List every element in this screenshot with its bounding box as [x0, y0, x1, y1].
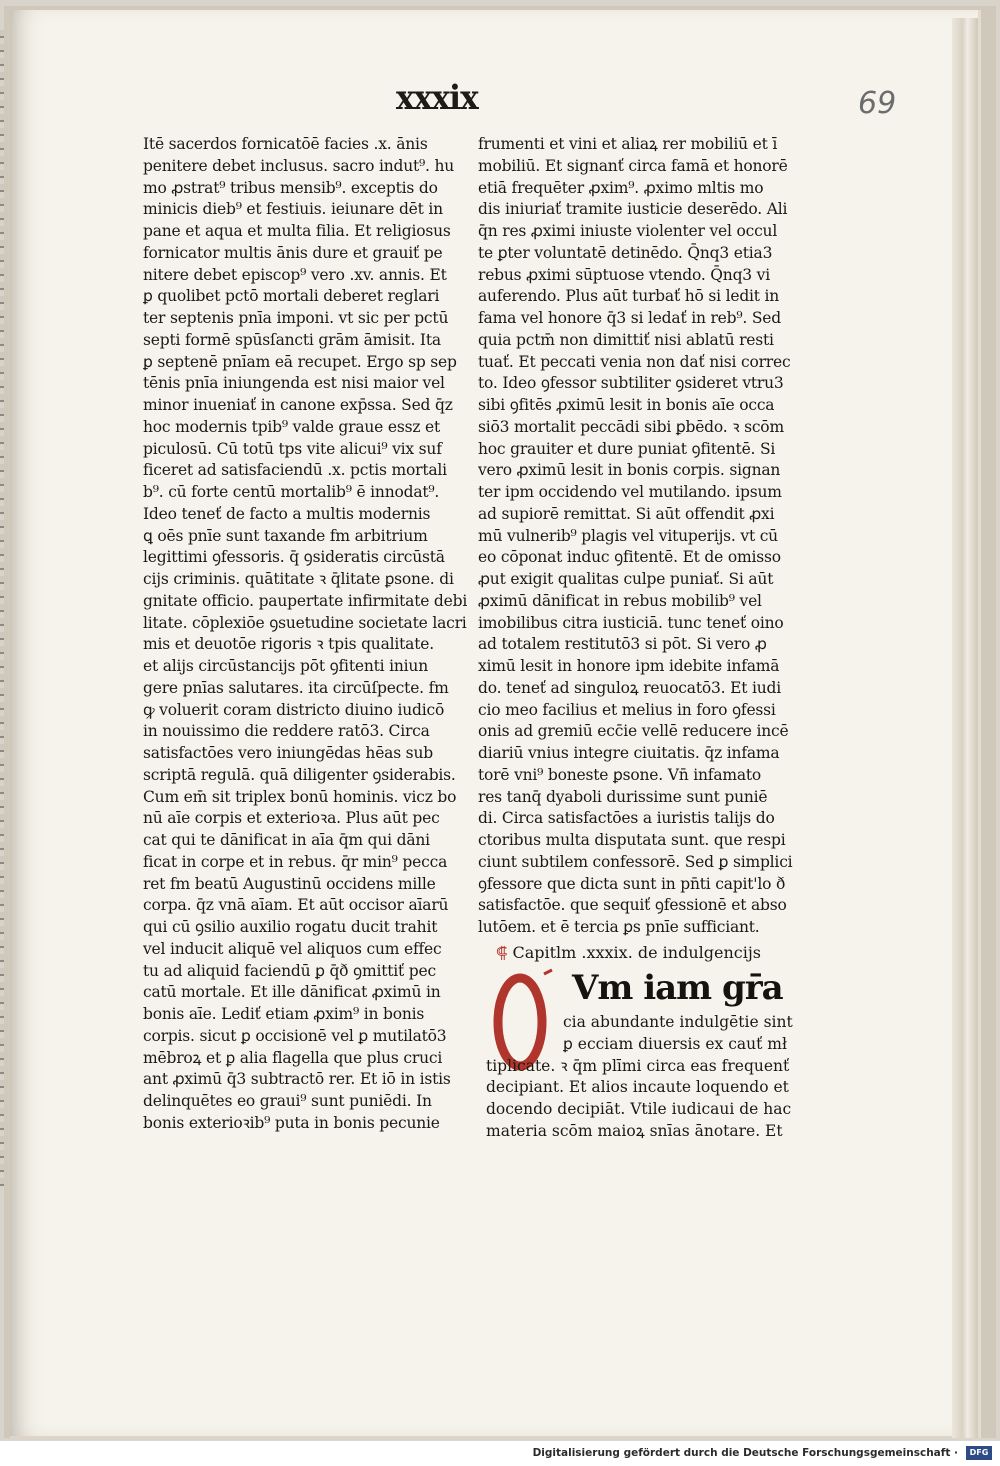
text-line: fornicator multis ānis dure et grauiť pe	[143, 243, 443, 262]
text-line: cat qui te dānificat in aīa q̄m qui dāni	[143, 831, 430, 849]
text-line: decipiant. Et alios incaute loquendo et	[486, 1078, 789, 1097]
text-line: penitere debet inclusus. sacro indut⁹. hu	[143, 156, 455, 175]
text-line: imobilibus citra iusticiā. tunc teneť oino	[478, 613, 784, 632]
text-line: delinquētes eo graui⁹ sunt puniēdi. In	[143, 1092, 432, 1110]
text-line: lutōem. et ē tercia ꝑs pnīe sufficiant.	[478, 918, 760, 936]
text-line: di. Circa satisfactōes a iuristis talijs do	[478, 809, 775, 828]
text-line: in nouissimo die reddere ratō3. Circa	[143, 722, 430, 741]
text-line: corpa. q̄z vnā aīam. Et aūt occisor aīarū	[143, 896, 449, 915]
text-line: diariū vnius integre ciuitatis. q̄z infama	[478, 744, 780, 762]
text-line: piculosū. Cū totū tps vite alicui⁹ vix suf	[143, 439, 442, 458]
text-line: hoc modernis tpib⁹ valde graue essz et	[143, 417, 441, 436]
text-line: Cum em̄ sit triplex bonū hominis. vicz bo	[143, 787, 457, 806]
text-line: etiā frequēter ꝓxim⁹. ꝓximo mltis mo	[478, 178, 764, 197]
right-text-column	[478, 134, 803, 939]
text-line: ter ipm occidendo vel mutilando. ipsum	[478, 483, 782, 501]
text-line: satisfactōe. que sequiť ꝯfessionē et abso	[478, 896, 787, 915]
text-line: legittimi ꝯfessoris. q̄ ꝯsideratis circūstā	[143, 548, 445, 567]
incipit-text: Vm iam gr̄a	[572, 968, 783, 1008]
text-line: bonis exterioꝛib⁹ puta in bonis pecunie	[143, 1113, 440, 1132]
text-line: fama vel honore q̄3 si ledať in reb⁹. Sed	[478, 309, 781, 327]
text-line: to. Ideo ꝯfessor subtiliter ꝯsideret vtru3	[478, 374, 784, 393]
text-line: b⁹. cū forte centū mortalib⁹ ē innodat⁹.	[143, 483, 440, 501]
text-line: quia pctm̄ non dimittiť nisi ablatū resti	[478, 330, 774, 349]
folio-number: 69	[858, 86, 897, 121]
text-line: rebus ꝓximi sūptuose vtendo. Q̄nq3 vi	[478, 265, 771, 284]
text-line: ꝑ quolibet pctō mortali deberet reglari	[143, 287, 440, 306]
text-line: gere pnīas salutares. ita circūſpecte. fm	[143, 678, 449, 697]
text-line: satisfactōes vero iniungēdas hēas sub	[143, 744, 433, 762]
text-line: tēnis pnīa iniungenda est nisi maior vel	[143, 374, 445, 393]
text-line: ꝓximū dānificat in rebus mobilib⁹ vel	[478, 591, 762, 610]
text-line: tuať. Et peccati venia non dať nisi correc	[478, 352, 791, 371]
text-line: minicis dieb⁹ et festiuis. ieiunare dēt in	[143, 200, 443, 219]
text-line: tu ad aliquid faciendū ꝑ q̄ð ꝯmittiť pec	[143, 961, 436, 980]
chapter-heading	[496, 941, 761, 963]
text-line: hoc grauiter et dure puniat ꝯfitentē. Si	[478, 439, 776, 458]
dfg-logo: DFG	[966, 1446, 992, 1460]
text-line: cijs criminis. quātitate ꝛ q̄litate ꝑsone. di	[143, 570, 454, 588]
text-line: ficat in corpe et in rebus. q̄r min⁹ pecca	[143, 852, 448, 871]
text-line: vero ꝓximū lesit in bonis corpis. signan	[478, 461, 781, 480]
text-line: ctoribus multa disputata sunt. que respi	[478, 831, 786, 849]
text-line: ciunt subtilem confessorē. Sed ꝑ simplici	[478, 852, 793, 871]
text-line: ꝗ oēs pnīe sunt taxande fm arbitrium	[143, 526, 428, 545]
page-fore-edge	[952, 18, 978, 1438]
text-line: mo ꝓstrat⁹ tribus mensib⁹. exceptis do	[143, 178, 438, 197]
text-line: frumenti et vini et aliaꝝ rer mobiliū et ī	[478, 135, 778, 153]
left-text-column	[143, 134, 468, 1135]
text-line: ꝙ voluerit coram districto diuino iudicō	[143, 700, 445, 719]
text-line: ad totalem restitutō3 si pōt. Si vero ꝓ	[478, 635, 767, 654]
text-line: bonis aīe. Lediť etiam ꝓxim⁹ in bonis	[143, 1005, 425, 1023]
text-line: dis iniuriať tramite iusticie deserēdo. Ali	[478, 200, 788, 219]
paragraph-mark-icon: ⸿	[496, 943, 508, 962]
text-line: q̄n res ꝓximi iniuste violenter vel occul	[478, 222, 778, 240]
text-line: vel inducit aliquē vel aliquos cum effec	[143, 939, 442, 958]
text-line: eo cōponat induc ꝯfitentē. Et de omisso	[478, 548, 781, 567]
text-line: siō3 mortalit peccādi sibi ꝑbēdo. ꝛ scōm	[478, 417, 784, 436]
footer-bar	[0, 1440, 1000, 1466]
text-line: qui cū ꝯsilio auxilio rogatu ducit trahit	[143, 918, 438, 936]
text-line: materia scōm maioꝝ snīas ānotare. Et	[486, 1121, 783, 1140]
text-line: ꝯfessore que dicta sunt in pn̄ti capit'lo ð	[478, 874, 786, 893]
text-line: mis et deuotōe rigoris ꝛ tpis qualitate.	[143, 635, 434, 654]
text-line: minor inueniať in canone exp̄ssa. Sed q̄z	[143, 396, 453, 414]
text-line: ximū lesit in honore ipm idebite infamā	[478, 657, 780, 675]
header-numeral: xxxix	[396, 78, 478, 118]
text-line: docendo decipiāt. Vtile iudicaui de hac	[486, 1100, 792, 1118]
text-line: ad supiorē remittat. Si aūt offendit ꝓxi	[478, 504, 775, 523]
text-line: ꝑ ecciam diuersis ex cauť mł	[563, 1034, 787, 1053]
text-line: Ideo teneť de facto a multis modernis	[143, 504, 431, 523]
text-line: catū mortale. Et ille dānificat ꝓximū in	[143, 983, 441, 1002]
text-line: ant ꝓximū q̄3 subtractō rer. Et iō in istis	[143, 1070, 451, 1089]
text-line: pane et aqua et multa filia. Et religiosus	[143, 222, 451, 240]
text-line: mū vulnerib⁹ plagis vel vituperijs. vt cū	[478, 526, 778, 545]
right-column-tail	[486, 1012, 808, 1143]
text-line: ficeret ad satisfaciendū .x. pctis mortali	[143, 461, 447, 480]
chapter-heading-text: Capitlm .xxxix. de indulgencijs	[512, 943, 762, 962]
text-line: tiplicate. ꝛ q̄m plīmi circa eas frequenť	[486, 1056, 790, 1075]
text-line: corpis. sicut ꝑ occisionē vel ꝑ mutilatō3	[143, 1026, 447, 1045]
text-line: mēbroꝝ et ꝑ alia flagella que plus cruci	[143, 1048, 443, 1067]
text-line: cio meo facilius et melius in foro ꝯfessi	[478, 700, 776, 719]
text-line: mobiliū. Et signanť circa famā et honorē	[478, 156, 788, 175]
text-line: litate. cōplexiōe ꝯsuetudine societate lacri	[143, 613, 467, 632]
text-line: septi formē spūsſancti grām āmisit. Ita	[143, 330, 441, 349]
text-line: ret fm beatū Augustinū occidens mille	[143, 874, 436, 893]
text-line: te ꝑter voluntatē detinēdo. Q̄nq3 etia3	[478, 243, 773, 262]
text-line: nū aīe corpis et exterioꝛa. Plus aūt pec	[143, 809, 440, 828]
footer-credit: Digitalisierung gefördert durch die Deutsche Forschungsgemeinschaft ·	[532, 1447, 958, 1459]
text-line: auferendo. Plus aūt turbať hō si ledit in	[478, 287, 780, 306]
text-line: Itē sacerdos fornicatōē facies .x. ānis	[143, 135, 428, 153]
text-line: ter septenis pnīa imponi. vt sic per pctū	[143, 309, 449, 327]
text-line: do. teneť ad singuloꝝ reuocatō3. Et iudi	[478, 678, 781, 697]
text-line: cia abundante indulgētie sint	[563, 1013, 793, 1031]
text-line: scriptā regulā. quā diligenter ꝯsiderabis.	[143, 765, 456, 784]
text-line: et alijs circūstancijs pōt ꝯfitenti iniun	[143, 657, 428, 675]
text-line: torē vni⁹ boneste ꝑsone. Vn̄ infamato	[478, 765, 762, 784]
text-line: gnitate officio. paupertate infirmitate debi	[143, 591, 468, 610]
text-line: nitere debet episcop⁹ vero .xv. annis. Et	[143, 265, 447, 284]
text-line: ꝓut exigit qualitas culpe puniať. Si aūt	[478, 570, 774, 588]
text-line: res tanq̄ dyaboli durissime sunt puniē	[478, 787, 768, 806]
text-line: ꝑ septenē pnīam eā recupet. Ergo sp sep	[143, 352, 457, 371]
text-line: sibi ꝯfitēs ꝓximū lesit in bonis aīe occa	[478, 396, 775, 414]
text-line: onis ad gremiū ecc̄ie vellē reducere incē	[478, 722, 789, 741]
